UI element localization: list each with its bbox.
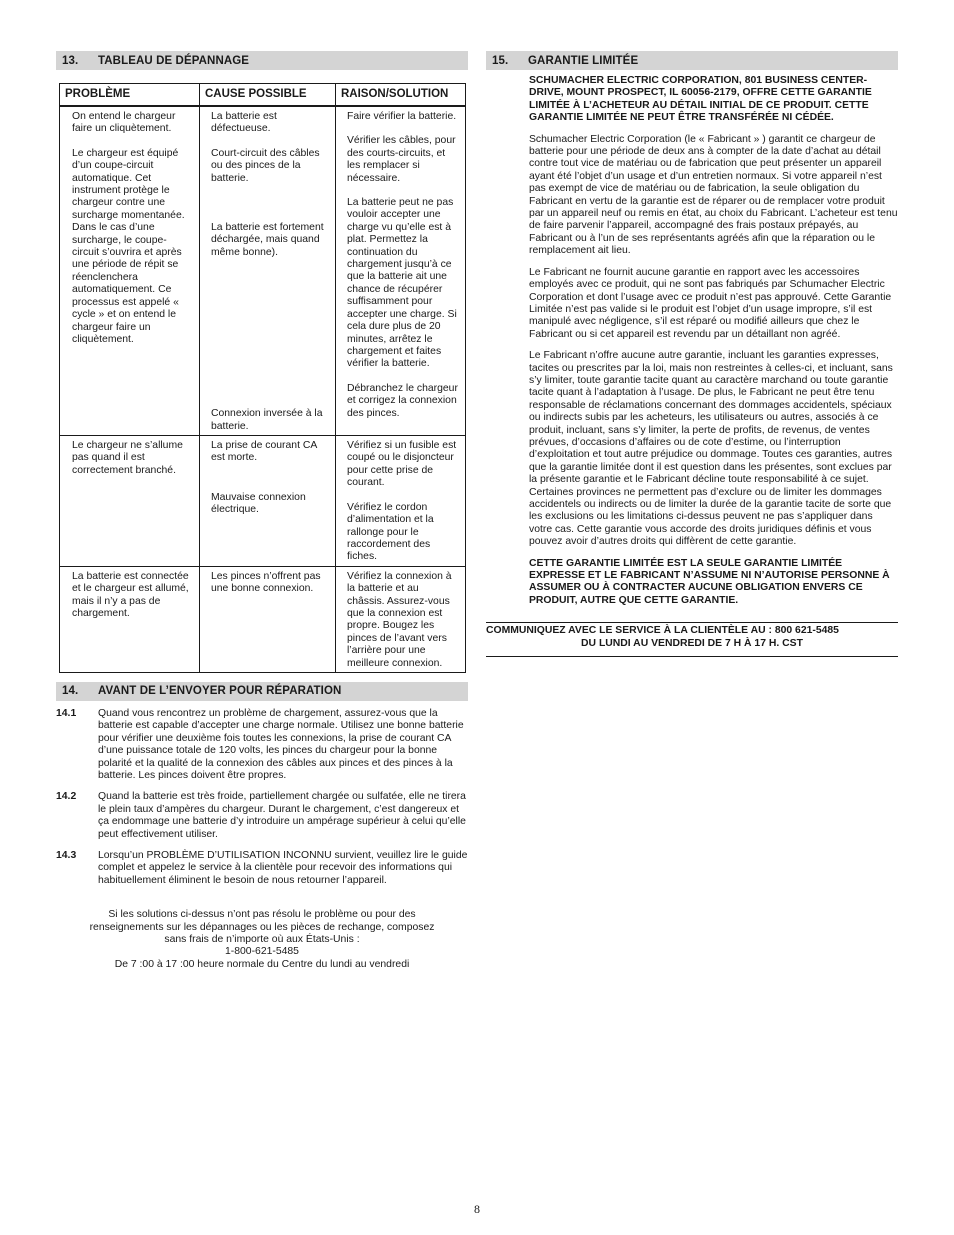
client-service-line: COMMUNIQUEZ AVEC LE SERVICE À LA CLIENTÈLE AU : 800 621-5485 xyxy=(486,625,839,637)
solution-text: Vérifiez la connexion à la batterie et au châssis. Assurez-vous que la connexion est propre. Bougez les pinces de l’avant vers l’arrière pour une meilleure connexion. xyxy=(347,570,452,669)
list-item xyxy=(56,791,468,841)
warranty-paragraph: Le Fabricant n’offre aucune autre garantie, incluant les garanties expresses, tacites ou prescrites par la loi, mais non restreintes à celles-ci, et incluant, sans s’y limiter, toute garantie tacite quant au caractère marchand ou toute garantie tacite quant à l’adaptation à l’usage. De plus, le Fabricant ne peut être tenu responsable de réclamations concernant des dommages accidentels, spéciaux ou indirects subis par les acheteurs, les utilisateurs ou autres, associés à ce produit, incluant, sans s’y limiter, la perte de profits, de revenus, de ventes prévues, d’occasions d’affaires ou de cote d’estime, ou l’interruption d’exploitation et tout autre préjudice ou dommage. Toutes ces garanties, autres que la garantie limitée dont il est question dans les présentes, sont exclues par la présente garantie et le Fabricant décline toute responsabilité à ce sujet. Certaines provinces ne permettent pas d’exclure ou de limiter les dommages accidentels ou indirects ou de limiter la durée de la garantie tacite de sorte que les exclusions ou les limitations ci-dessus peuvent ne pas s’appliquer dans votre cas. Cette garantie vous accorde des droits juridiques définis et vous pouvez avoir d’autres droits qui diffèrent de cette garantie. xyxy=(529,350,893,548)
item-text: Lorsqu’un PROBLÈME D’UTILISATION INCONNU survient, veuillez lire le guide complet et appelez le service à la clientèle pour recevoir des informations qui habituellement éliminent le besoin de nous retourner l’appareil. xyxy=(98,850,468,886)
table-row xyxy=(60,106,466,436)
left-column xyxy=(56,51,468,971)
cause-text: Les pinces n’offrent pas une bonne connexion. xyxy=(211,570,321,595)
cause-cell xyxy=(200,106,336,436)
item-number: 14.1 xyxy=(56,707,77,719)
warranty-text xyxy=(529,75,898,607)
item-number: 14.3 xyxy=(56,850,77,862)
section-number: 14. xyxy=(62,685,79,698)
column-header-solution: RAISON/SOLUTION xyxy=(336,84,466,107)
list-item xyxy=(56,850,468,887)
page-number: 8 xyxy=(474,1202,480,1216)
troubleshooting-heading xyxy=(56,51,468,70)
contact-line: Si les solutions ci-dessus n’ont pas résolu le problème ou pour des xyxy=(108,909,416,921)
solution-text: Débranchez le chargeur et corrigez la connexion des pinces. xyxy=(347,382,458,419)
section-number: 15. xyxy=(492,54,509,67)
table-row xyxy=(60,566,466,672)
problem-cell xyxy=(60,106,200,436)
cause-text: Connexion inversée à la batterie. xyxy=(211,408,323,432)
contact-hours: De 7 :00 à 17 :00 heure normale du Centre du lundi au vendredi xyxy=(114,958,410,970)
contact-line: sans frais de n’importe où aux États-Unis : xyxy=(164,934,360,946)
cause-cell xyxy=(200,436,336,567)
problem-text: On entend le chargeur faire un cliquètement. xyxy=(72,111,176,135)
section-number: 13. xyxy=(62,54,79,67)
solution-text: Vérifier les câbles, pour des courts-circuits, et les remplacer si nécessaire. xyxy=(347,135,456,184)
cause-text: La batterie est fortement déchargée, mais quand même bonne). xyxy=(211,222,324,258)
contact-phone: 1-800-621-5485 xyxy=(225,946,299,958)
troubleshooting-table xyxy=(59,83,466,673)
contact-line: renseignements sur les dépannages ou les pièces de rechange, composez xyxy=(89,921,435,933)
warranty-paragraph: Schumacher Electric Corporation (le « Fabricant » ) garantit ce chargeur de batterie pour une période de deux ans à compter de la date d’achat au détail contre tout vice de matériau ou de fabrication que peut présenter un appareil ayant été l’objet d’un usage et d’un entretien normaux. Si votre appareil n’est pas exempt de vice de matériau ou de fabrication, la seule obligation du Fabricant en vertu de la garantie est de réparer ou de remplacer votre produit par un appareil neuf ou remis en état, au choix du Fabricant. L’acheteur est tenu de faire parvenir l’appareil, accompagné des frais postaux prépayés, au Fabricant ou à l’un de ses représentants agréés afin que la réparation ou le remplacement ait lieu. xyxy=(529,133,898,257)
problem-text: Le chargeur ne s’allume pas quand il est correctement branché. xyxy=(72,440,183,476)
solution-text: La batterie peut ne pas vouloir accepter une charge vu qu’elle est à plat. Permettez la continuation du chargement jusqu’à ce que la batterie ait une chance de récupérer suffisamment pour accepter une charge. Si cela dure plus de 20 minutes, arrêtez le chargement et faites vérifier la batterie. xyxy=(347,197,457,370)
contact-block xyxy=(56,909,468,971)
solution-text: Faire vérifier la batterie. xyxy=(347,111,457,122)
warranty-intro: SCHUMACHER ELECTRIC CORPORATION, 801 BUSINESS CENTER-DRIVE, MOUNT PROSPECT, IL 60056-2179, OFFRE CETTE GARANTIE LIMITÉE À L’ACHETEUR AU DÉTAIL INITIAL DE CE PRODUIT. CETTE GARANTIE LIMITÉE NE PEUT ÊTRE TRANSFÉRÉE NI CÉDÉE. xyxy=(529,75,872,124)
cause-text: La batterie est défectueuse. xyxy=(211,111,277,135)
cause-text: La prise de courant CA est morte. xyxy=(211,440,317,464)
solution-cell xyxy=(336,436,466,567)
problem-cell xyxy=(60,436,200,567)
solution-cell xyxy=(336,566,466,672)
table-header-row xyxy=(60,84,466,107)
problem-text: La batterie est connectée et le chargeur est allumé, mais il n’y a pas de chargement. xyxy=(72,570,189,619)
before-repair-list xyxy=(56,708,468,887)
cause-text: Mauvaise connexion électrique. xyxy=(211,491,306,516)
cause-text: Court-circuit des câbles ou des pinces de la batterie. xyxy=(211,147,320,184)
divider xyxy=(486,656,898,657)
item-text: Quand vous rencontrez un problème de chargement, assurez-vous que la batterie est capable d’accepter une charge normale. Utilisez une bonne batterie pour vérifier une deuxième fois toutes les connexions, la prise de courant CA d’une puissance totale de 120 volts, les pinces du chargeur pour la bonne polarité et la qualité de la connexion des câbles aux pinces et des pinces à la batterie. Les pinces doivent être propres. xyxy=(98,707,464,781)
problem-text: Le chargeur est équipé d’un coupe-circuit automatique. Cet instrument protège le chargeur contre une surcharge momentanée. Dans le cas d’une surcharge, le coupe-circuit s’ouvrira et après une période de répit se réenclenchera automatiquement. Ce processus est appelé « cycle » et on entend le chargeur faire un cliquètement. xyxy=(72,147,185,345)
client-service-hours: DU LUNDI AU VENDREDI DE 7 H À 17 H. CST xyxy=(581,637,803,649)
warranty-paragraph: Le Fabricant ne fournit aucune garantie en rapport avec les accessoires employés avec ce produit, qui ne sont pas fabriqués par Schumacher Electric Corporation et dont l’usage avec ce produit n’est pas approuvé. Cette Garantie Limitée n’est pas valide si le produit est l’objet d’un usage impropre, s’il est manipulé avec négligence, s’il est réparé ou modifié ailleurs que chez le Fabricant ou si cet appareil est revendu par un détaillant non agréé. xyxy=(529,266,892,340)
section-title: AVANT DE L’ENVOYER POUR RÉPARATION xyxy=(98,685,342,698)
problem-cell xyxy=(60,566,200,672)
column-header-cause: CAUSE POSSIBLE xyxy=(200,84,336,107)
item-number: 14.2 xyxy=(56,791,77,803)
section-title: GARANTIE LIMITÉE xyxy=(528,54,639,67)
list-item xyxy=(56,708,468,782)
section-title: TABLEAU DE DÉPANNAGE xyxy=(98,54,250,67)
table-row xyxy=(60,436,466,567)
solution-text: Vérifiez le cordon d’alimentation et la rallonge pour le raccordement des fiches. xyxy=(347,501,434,563)
solution-text: Vérifiez si un fusible est coupé ou le disjoncteur pour cette prise de courant. xyxy=(347,440,457,489)
item-text: Quand la batterie est très froide, partiellement chargée ou sulfatée, elle ne tirera le plein taux d’ampères du chargeur. Durant le chargement, c’est dangereux et ça endommage une batterie d’y introduire un ampérage supérieur à celui qu’elle peut effectivement utiliser. xyxy=(98,791,466,840)
column-header-problem: PROBLÈME xyxy=(60,84,200,107)
cause-cell xyxy=(200,566,336,672)
solution-cell xyxy=(336,106,466,436)
before-repair-heading xyxy=(56,682,468,701)
warranty-heading xyxy=(486,51,898,70)
right-column xyxy=(486,51,898,657)
warranty-closing: CETTE GARANTIE LIMITÉE EST LA SEULE GARANTIE LIMITÉE EXPRESSE ET LE FABRICANT N’ASSUME NI N’AUTORISE PERSONNE À ASSUMER OU À CONTRACTER AUCUNE OBLIGATION ENVERS CE PRODUIT, AUTRE QUE CETTE GARANTIE. xyxy=(529,557,890,606)
client-service-block xyxy=(486,623,898,654)
